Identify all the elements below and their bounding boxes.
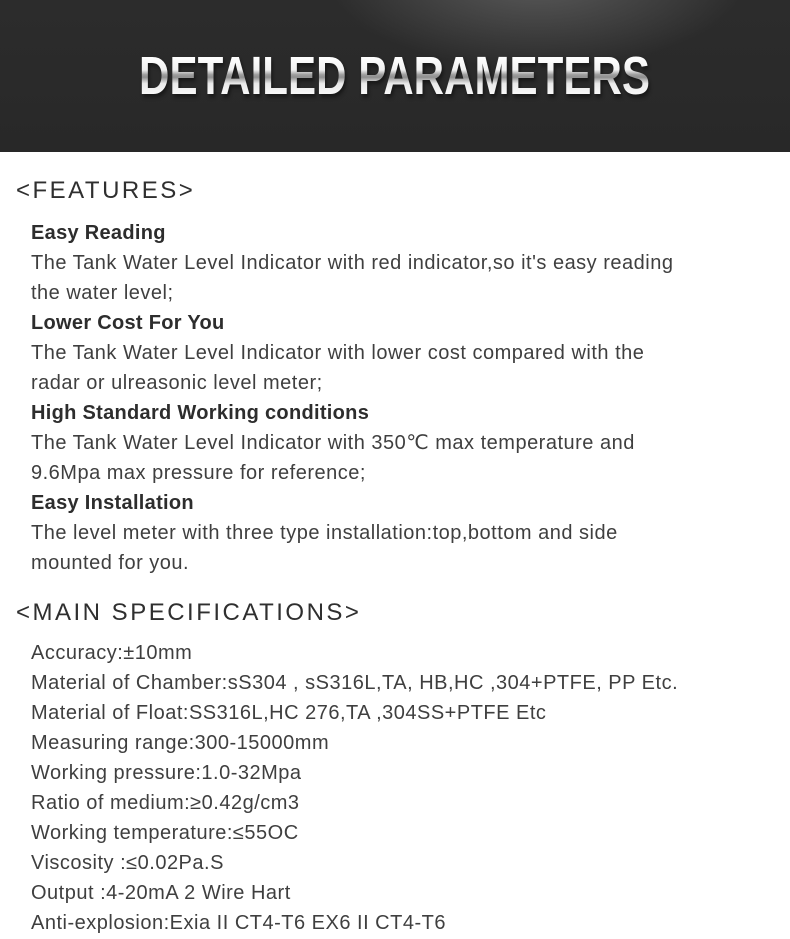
feature-item-easy-reading [31, 218, 770, 308]
specifications-heading: <MAIN SPECIFICATIONS> [16, 599, 362, 626]
spec-item-accuracy: Accuracy:±10mm [31, 642, 193, 664]
feature-title: High Standard Working conditions [31, 402, 370, 424]
feature-title: Easy Reading [31, 222, 166, 244]
spec-item-working-temperature: Working temperature:≤55OC [31, 822, 299, 844]
feature-item-easy-installation [31, 488, 770, 578]
feature-description-line: 9.6Mpa max pressure for reference; [31, 462, 366, 484]
spec-item-working-pressure: Working pressure:1.0-32Mpa [31, 762, 302, 784]
feature-title: Easy Installation [31, 492, 194, 514]
content-area [0, 152, 790, 938]
feature-title: Lower Cost For You [31, 312, 225, 334]
feature-description-line: The level meter with three type installation:top,bottom and side [31, 522, 618, 544]
feature-description-line: the water level; [31, 282, 174, 304]
spec-item-viscosity: Viscosity :≤0.02Pa.S [31, 852, 224, 874]
feature-description-line: The Tank Water Level Indicator with 350℃ max temperature and [31, 432, 635, 454]
spec-item-measuring-range: Measuring range:300-15000mm [31, 732, 330, 754]
page-title: DETAILED PARAMETERS [139, 46, 651, 106]
feature-description-line: The Tank Water Level Indicator with lower cost compared with the [31, 342, 645, 364]
features-list [31, 218, 770, 578]
feature-description-line: radar or ulreasonic level meter; [31, 372, 323, 394]
specifications-list [31, 638, 770, 938]
header-banner [0, 0, 790, 152]
feature-item-working-conditions [31, 398, 770, 488]
spec-item-output: Output :4-20mA 2 Wire Hart [31, 882, 291, 904]
feature-description-line: The Tank Water Level Indicator with red indicator,so it's easy reading [31, 252, 674, 274]
spec-item-anti-explosion: Anti-explosion:Exia II CT4-T6 EX6 II CT4-T6 [31, 912, 446, 934]
feature-item-lower-cost [31, 308, 770, 398]
spec-item-material-chamber: Material of Chamber:sS304 , sS316L,TA, HB,HC ,304+PTFE, PP Etc. [31, 672, 679, 694]
feature-description-line: mounted for you. [31, 552, 190, 574]
features-heading: <FEATURES> [16, 177, 196, 204]
spec-item-material-float: Material of Float:SS316L,HC 276,TA ,304SS+PTFE Etc [31, 702, 547, 724]
spec-item-ratio-of-medium: Ratio of medium:≥0.42g/cm3 [31, 792, 300, 814]
